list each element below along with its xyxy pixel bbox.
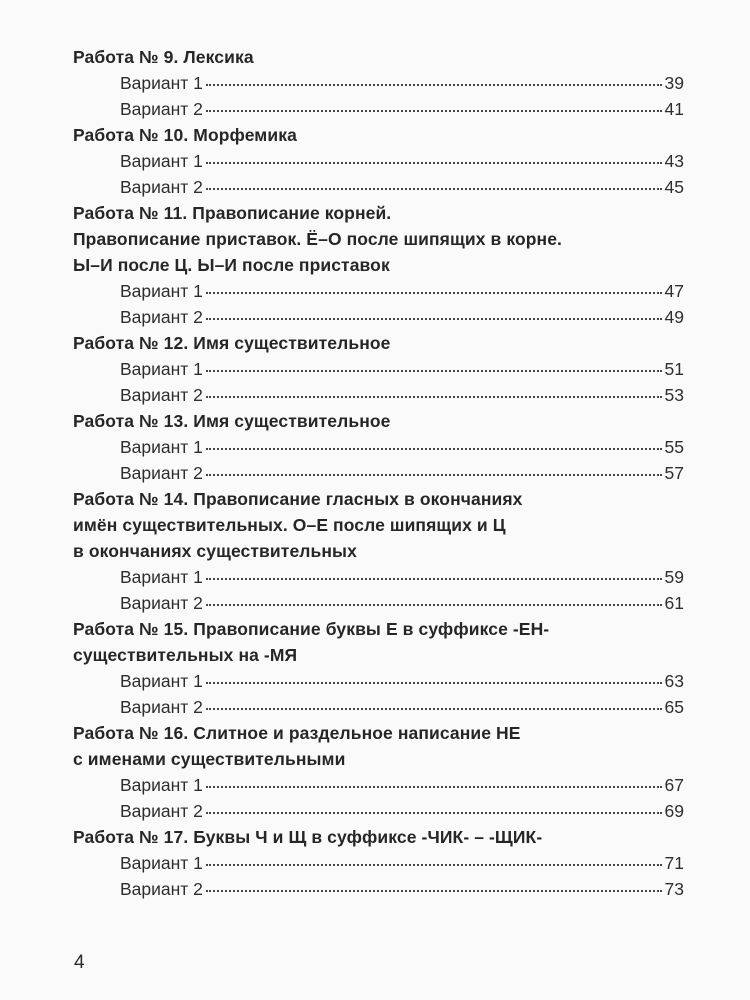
dot-leader bbox=[206, 682, 662, 684]
variant-label: Вариант 2 bbox=[120, 307, 203, 327]
variant-label: Вариант 2 bbox=[120, 801, 203, 821]
variant-row[interactable] bbox=[120, 174, 684, 200]
variant-row[interactable] bbox=[120, 694, 684, 720]
toc-entry bbox=[73, 330, 684, 408]
variant-page-number: 63 bbox=[664, 671, 684, 691]
variant-label: Вариант 2 bbox=[120, 385, 203, 405]
work-title-line: Ы–И после Ц. Ы–И после приставок bbox=[73, 255, 390, 275]
variant-label: Вариант 2 bbox=[120, 593, 203, 613]
variant-page-number: 43 bbox=[664, 151, 684, 171]
dot-leader bbox=[206, 578, 662, 580]
variant-row[interactable] bbox=[120, 668, 684, 694]
variant-label: Вариант 1 bbox=[120, 437, 203, 457]
work-title-line: Работа № 14. Правописание гласных в окончаниях bbox=[73, 489, 523, 509]
variant-row[interactable] bbox=[120, 876, 684, 902]
variant-label: Вариант 2 bbox=[120, 879, 203, 899]
variant-page-number: 51 bbox=[664, 359, 684, 379]
dot-leader bbox=[206, 292, 662, 294]
variant-page-number: 59 bbox=[664, 567, 684, 587]
work-title-line: Работа № 13. Имя существительное bbox=[73, 411, 391, 431]
work-title-line: существительных на -МЯ bbox=[73, 645, 298, 665]
toc-entry bbox=[73, 408, 684, 486]
variant-page-number: 57 bbox=[664, 463, 684, 483]
variant-row[interactable] bbox=[120, 590, 684, 616]
variant-row[interactable] bbox=[120, 772, 684, 798]
work-title-line: в окончаниях существительных bbox=[73, 541, 357, 561]
variant-page-number: 61 bbox=[664, 593, 684, 613]
variant-label: Вариант 1 bbox=[120, 671, 203, 691]
toc-entry bbox=[73, 44, 684, 122]
variant-row[interactable] bbox=[120, 434, 684, 460]
page-number: 4 bbox=[74, 952, 85, 973]
dot-leader bbox=[206, 890, 662, 892]
variant-page-number: 53 bbox=[664, 385, 684, 405]
variant-label: Вариант 1 bbox=[120, 73, 203, 93]
variant-page-number: 65 bbox=[664, 697, 684, 717]
dot-leader bbox=[206, 474, 662, 476]
table-of-contents bbox=[73, 44, 684, 902]
dot-leader bbox=[206, 84, 662, 86]
variant-row[interactable] bbox=[120, 356, 684, 382]
dot-leader bbox=[206, 604, 662, 606]
variant-row[interactable] bbox=[120, 278, 684, 304]
variant-row[interactable] bbox=[120, 70, 684, 96]
variant-label: Вариант 1 bbox=[120, 359, 203, 379]
variant-label: Вариант 1 bbox=[120, 567, 203, 587]
dot-leader bbox=[206, 110, 662, 112]
toc-entry bbox=[73, 486, 684, 616]
variant-label: Вариант 2 bbox=[120, 697, 203, 717]
variant-page-number: 69 bbox=[664, 801, 684, 821]
work-title-line: Работа № 16. Слитное и раздельное написание НЕ bbox=[73, 723, 521, 743]
dot-leader bbox=[206, 708, 662, 710]
work-title-line: Правописание приставок. Ё–О после шипящих в корне. bbox=[73, 229, 562, 249]
dot-leader bbox=[206, 448, 662, 450]
work-title-line: Работа № 17. Буквы Ч и Щ в суффиксе -ЧИК- – -ЩИК- bbox=[73, 827, 543, 847]
variant-row[interactable] bbox=[120, 304, 684, 330]
variant-page-number: 55 bbox=[664, 437, 684, 457]
toc-entry bbox=[73, 824, 684, 902]
variant-label: Вариант 2 bbox=[120, 463, 203, 483]
variant-page-number: 45 bbox=[664, 177, 684, 197]
dot-leader bbox=[206, 370, 662, 372]
dot-leader bbox=[206, 162, 662, 164]
variant-row[interactable] bbox=[120, 850, 684, 876]
variant-page-number: 71 bbox=[664, 853, 684, 873]
variant-label: Вариант 2 bbox=[120, 99, 203, 119]
work-title-line: Работа № 11. Правописание корней. bbox=[73, 203, 392, 223]
dot-leader bbox=[206, 864, 662, 866]
dot-leader bbox=[206, 786, 662, 788]
variant-label: Вариант 2 bbox=[120, 177, 203, 197]
work-title-line: Работа № 12. Имя существительное bbox=[73, 333, 391, 353]
toc-entry bbox=[73, 122, 684, 200]
dot-leader bbox=[206, 396, 662, 398]
work-title-line: Работа № 10. Морфемика bbox=[73, 125, 297, 145]
dot-leader bbox=[206, 318, 662, 320]
variant-label: Вариант 1 bbox=[120, 775, 203, 795]
dot-leader bbox=[206, 188, 662, 190]
variant-page-number: 49 bbox=[664, 307, 684, 327]
variant-label: Вариант 1 bbox=[120, 853, 203, 873]
variant-page-number: 39 bbox=[664, 73, 684, 93]
variant-page-number: 73 bbox=[664, 879, 684, 899]
toc-entry bbox=[73, 720, 684, 824]
variant-page-number: 47 bbox=[664, 281, 684, 301]
variant-row[interactable] bbox=[120, 148, 684, 174]
work-title-line: Работа № 9. Лексика bbox=[73, 47, 254, 67]
toc-entry bbox=[73, 200, 684, 330]
variant-label: Вариант 1 bbox=[120, 151, 203, 171]
work-title-line: имён существительных. О–Е после шипящих и Ц bbox=[73, 515, 506, 535]
variant-row[interactable] bbox=[120, 460, 684, 486]
variant-page-number: 67 bbox=[664, 775, 684, 795]
variant-row[interactable] bbox=[120, 382, 684, 408]
toc-entry bbox=[73, 616, 684, 720]
variant-row[interactable] bbox=[120, 798, 684, 824]
variant-label: Вариант 1 bbox=[120, 281, 203, 301]
dot-leader bbox=[206, 812, 662, 814]
variant-row[interactable] bbox=[120, 96, 684, 122]
variant-page-number: 41 bbox=[664, 99, 684, 119]
work-title-line: с именами существительными bbox=[73, 749, 346, 769]
variant-row[interactable] bbox=[120, 564, 684, 590]
work-title-line: Работа № 15. Правописание буквы Е в суффиксе -ЕН- bbox=[73, 619, 550, 639]
